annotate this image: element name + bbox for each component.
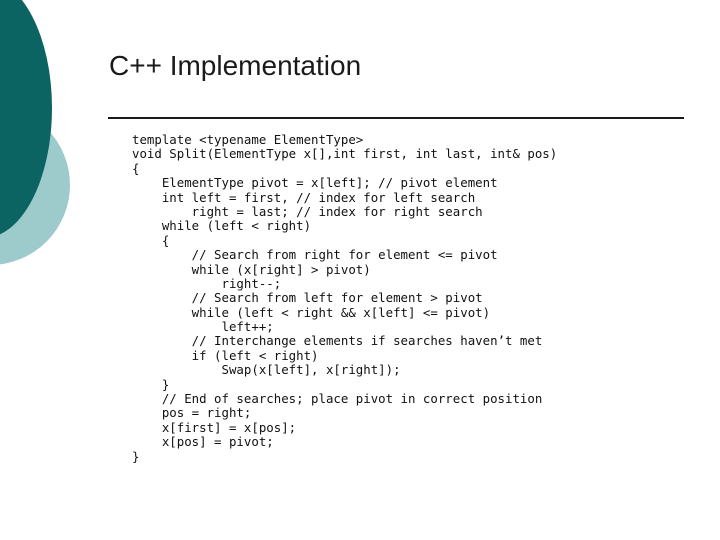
code-line: while (left < right && x[left] <= pivot) <box>132 304 491 320</box>
code-line: // Interchange elements if searches haven’t met <box>132 333 543 349</box>
code-line: { <box>132 160 140 176</box>
code-line: Swap(x[left], x[right]); <box>132 362 401 378</box>
code-line: x[pos] = pivot; <box>132 434 274 450</box>
code-line: // Search from right for element <= pivot <box>132 247 498 263</box>
code-line: int left = first, // index for left search <box>132 189 476 205</box>
code-line: while (x[right] > pivot) <box>132 261 371 277</box>
code-line: ElementType pivot = x[left]; // pivot element <box>132 175 498 191</box>
code-line: { <box>132 232 170 248</box>
code-line: while (left < right) <box>132 218 312 234</box>
code-line: if (left < right) <box>132 347 319 363</box>
code-line: left++; <box>132 319 274 335</box>
slide-title: C++ Implementation <box>109 50 362 81</box>
code-line: x[first] = x[pos]; <box>132 419 297 435</box>
code-line: pos = right; <box>132 405 252 421</box>
code-line: } <box>132 448 140 464</box>
code-line: } <box>132 376 170 392</box>
code-line: template <typename ElementType> <box>132 132 364 147</box>
code-line: right = last; // index for right search <box>132 203 483 219</box>
code-line: void Split(ElementType x[],int first, int last, int& pos) <box>132 146 558 162</box>
title-underline <box>108 117 684 119</box>
code-line: right--; <box>132 275 282 291</box>
code-line: // Search from left for element > pivot <box>132 290 483 306</box>
code-line: // End of searches; place pivot in correct position <box>132 391 543 407</box>
code-block <box>132 133 557 464</box>
